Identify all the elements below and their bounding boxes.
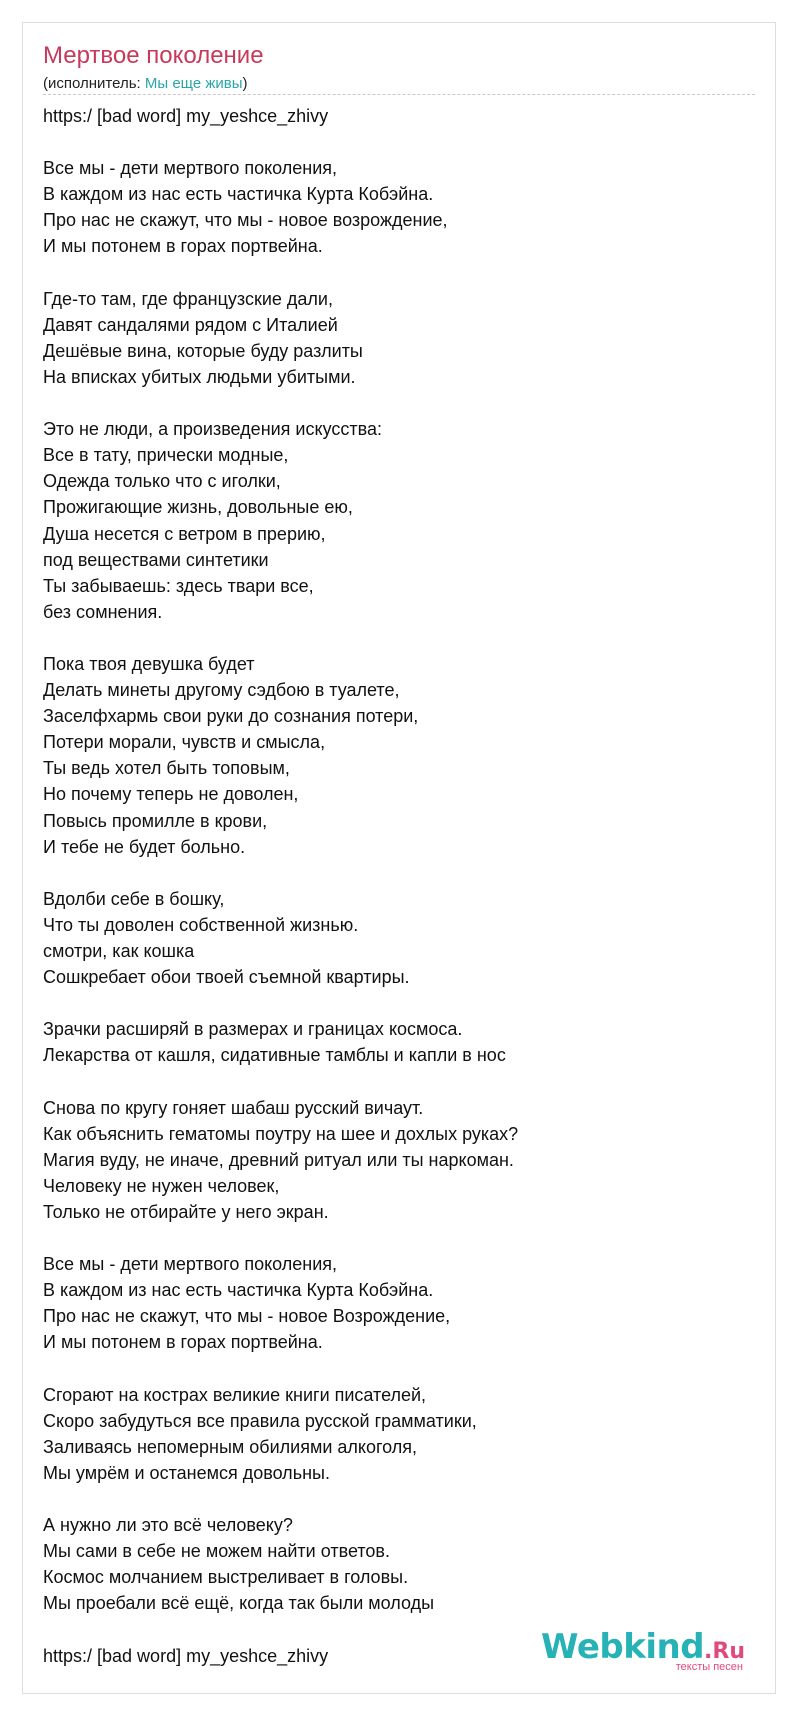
lyrics-line: Только не отбирайте у него экран. xyxy=(43,1201,329,1222)
lyrics-line: Ты ведь хотел быть топовым, xyxy=(43,758,290,779)
lyrics-line: Про нас не скажут, что мы - новое Возрождение, xyxy=(43,1306,451,1327)
lyrics-line: Про нас не скажут, что мы - новое возрождение, xyxy=(43,210,448,231)
lyrics-line: И тебе не будет больно. xyxy=(43,836,246,857)
lyrics-line: Заливаясь непомерным обилиями алкоголя, xyxy=(43,1436,418,1457)
lyrics-line: Скоро забудуться все правила русской грамматики, xyxy=(43,1410,477,1431)
lyrics-line: А нужно ли это всё человеку? xyxy=(43,1515,293,1536)
lyrics-line: Дешёвые вина, которые буду разлиты xyxy=(43,340,363,361)
lyrics-line: Лекарства от кашля, сидативные тамблы и капли в нос xyxy=(43,1045,506,1066)
lyrics-line: Вдолби себе в бошку, xyxy=(43,888,225,909)
lyrics-line: Но почему теперь не доволен, xyxy=(43,784,299,805)
lyrics-line: Заселфхармь свои руки до сознания потери, xyxy=(43,706,419,727)
song-header xyxy=(43,41,755,94)
lyrics-text xyxy=(43,103,755,1669)
lyrics-line: Мы умрём и останемся довольны. xyxy=(43,1462,330,1483)
lyrics-line: Все мы - дети мертвого поколения, xyxy=(43,1254,338,1275)
lyrics-line: Космос молчанием выстреливает в головы. xyxy=(43,1567,409,1588)
lyrics-blank-line xyxy=(43,860,755,886)
header-divider xyxy=(43,94,755,95)
lyrics-line: Душа несется с ветром в прерию, xyxy=(43,523,326,544)
lyrics-line: Где-то там, где французские дали, xyxy=(43,288,333,309)
lyrics-line: Это не люди, а произведения искусства: xyxy=(43,419,382,440)
logo-tld-text: .Ru xyxy=(704,1639,745,1664)
lyrics-line: Сошкребает обои твоей съемной квартиры. xyxy=(43,967,410,988)
lyrics-blank-line xyxy=(43,625,755,651)
lyrics-line: Мы проебали всё ещё, когда так были молоды xyxy=(43,1593,435,1614)
lyrics-line: Как объяснить гематомы поутру на шее и дохлых руках? xyxy=(43,1123,519,1144)
artist-link[interactable]: Мы еще живы xyxy=(144,75,243,92)
lyrics-line: Мы сами в себе не можем найти ответов. xyxy=(43,1541,390,1562)
lyrics-line: Сгорают на кострах великие книги писателей, xyxy=(43,1384,427,1405)
song-title: Мертвое поколение xyxy=(43,42,264,69)
lyrics-blank-line xyxy=(43,1356,755,1382)
lyrics-line: смотри, как кошка xyxy=(43,941,195,961)
lyrics-line: Повысь промилле в крови, xyxy=(43,810,268,831)
lyrics-blank-line xyxy=(43,1486,755,1512)
lyrics-line: Одежда только что с иголки, xyxy=(43,471,281,492)
lyrics-line: Пока твоя девушка будет xyxy=(43,653,255,674)
lyrics-line: И мы потонем в горах портвейна. xyxy=(43,1332,323,1353)
lyrics-line: Делать минеты другому сэдбою в туалете, xyxy=(43,680,400,701)
lyrics-line: И мы потонем в горах портвейна. xyxy=(43,236,323,257)
lyrics-line: Снова по кругу гоняет шабаш русский вичаут. xyxy=(43,1097,424,1118)
lyrics-line: без сомнения. xyxy=(43,601,163,622)
lyrics-line: Давят сандалями рядом с Италией xyxy=(43,314,338,335)
lyrics-card xyxy=(22,22,776,1694)
lyrics-line: В каждом из нас есть частичка Курта Кобэйна. xyxy=(43,1280,434,1301)
lyrics-line: Ты забываешь: здесь твари все, xyxy=(43,575,314,596)
lyrics-line: Прожигающие жизнь, довольные ею, xyxy=(43,497,353,518)
lyrics-line: https:/ [bad word] my_yeshce_zhivy xyxy=(43,1645,329,1666)
lyrics-blank-line xyxy=(43,260,755,286)
site-logo[interactable] xyxy=(541,1627,745,1673)
lyrics-line: В каждом из нас есть частичка Курта Кобэйна. xyxy=(43,184,434,205)
lyrics-line: Человеку не нужен человек, xyxy=(43,1175,280,1196)
lyrics-line: Все мы - дети мертвого поколения, xyxy=(43,158,338,179)
lyrics-line: Что ты доволен собственной жизнью. xyxy=(43,914,359,935)
lyrics-line: Зрачки расширяй в размерах и границах космоса. xyxy=(43,1019,463,1040)
lyrics-blank-line xyxy=(43,390,755,416)
artist-prefix: (исполнитель: xyxy=(43,75,145,92)
lyrics-line: Магия вуду, не иначе, древний ритуал или ты наркоман. xyxy=(43,1149,514,1170)
lyrics-line: https:/ [bad word] my_yeshce_zhivy xyxy=(43,106,329,126)
lyrics-blank-line xyxy=(43,1225,755,1251)
lyrics-line: Все в тату, прически модные, xyxy=(43,445,289,466)
lyrics-line: под веществами синтетики xyxy=(43,549,269,570)
logo-tagline: тексты песен xyxy=(675,1661,743,1673)
artist-line xyxy=(43,74,755,94)
lyrics-line: На вписках убитых людьми убитыми. xyxy=(43,366,356,387)
lyrics-line: Потери морали, чувств и смысла, xyxy=(43,732,326,753)
lyrics-blank-line xyxy=(43,990,755,1016)
logo-main-text: Webkind xyxy=(541,1627,705,1667)
lyrics-blank-line xyxy=(43,129,755,155)
lyrics-blank-line xyxy=(43,1068,755,1094)
artist-suffix: ) xyxy=(242,75,248,92)
